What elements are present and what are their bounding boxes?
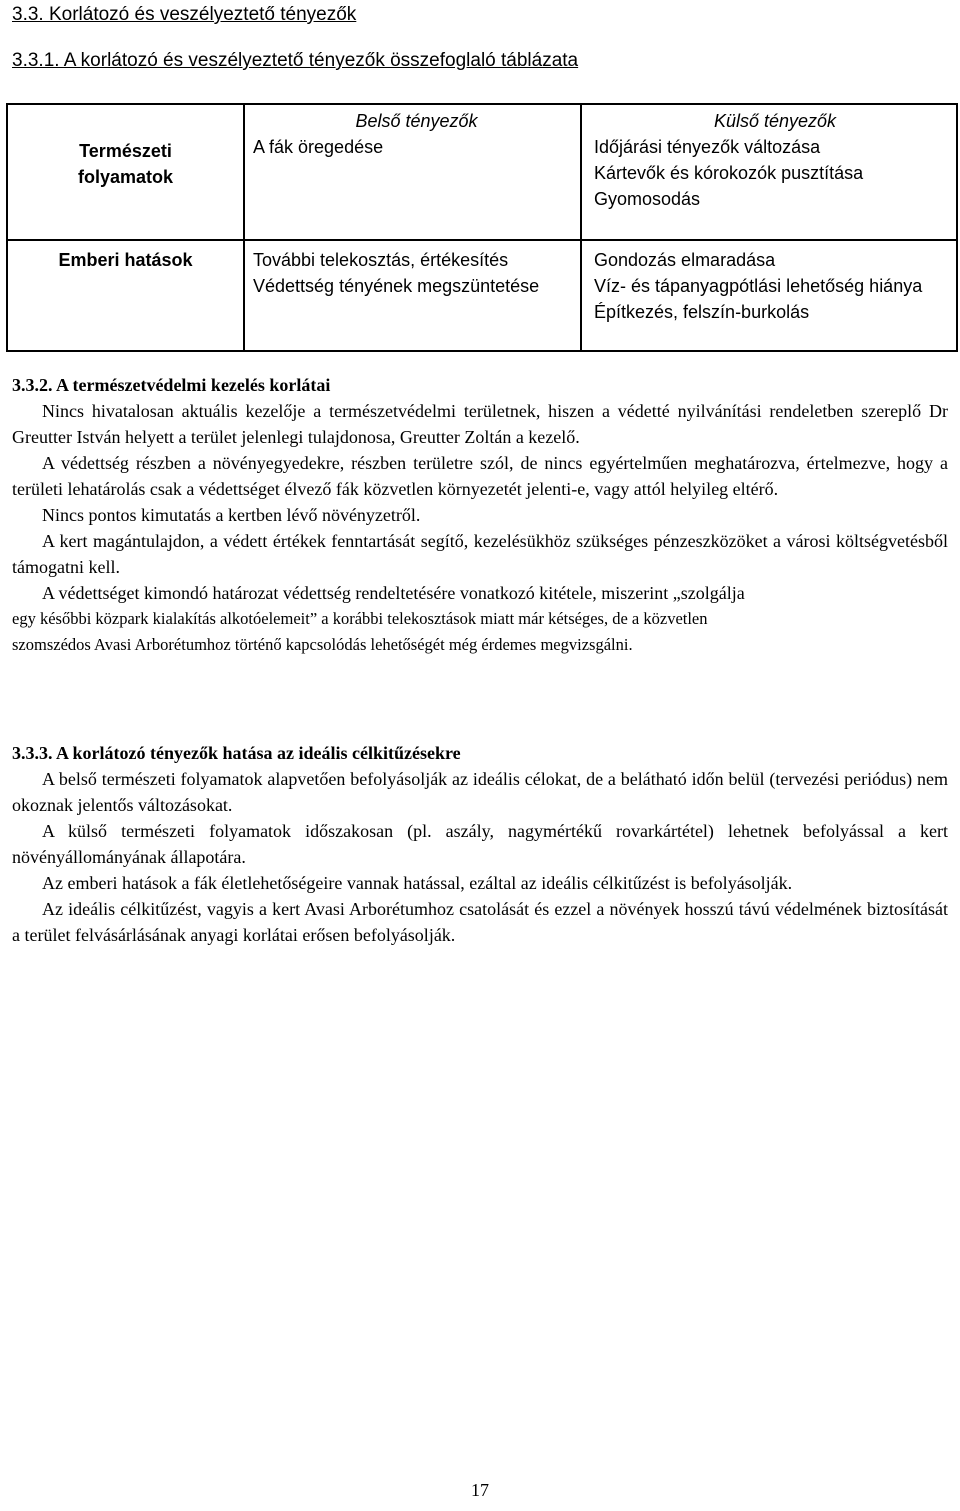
paragraph: Az emberi hatások a fák életlehetőségeire vannak hatással, ezáltal az ideális célkitűzést is befolyásolják.: [42, 873, 793, 893]
row-label-natural: [7, 104, 244, 240]
internal-cell-human: [244, 240, 581, 351]
cell-line: További telekosztás, értékesítés: [253, 250, 509, 270]
paragraph-line: egy későbbi közpark kialakítás alkotóelemeit” a korábbi telekosztások miatt már kétséges, de a közvetlen: [12, 609, 708, 628]
section-heading: 3.3. Korlátozó és veszélyeztető tényezők: [12, 4, 357, 25]
table-row-human: [7, 240, 957, 351]
summary-table: [6, 103, 958, 352]
paragraph: A védettség részben a növényegyedekre, részben területre szól, de nincs egyértelműen meghatározva, értelmezve, hogy a területi lehatárolás csak a védettséget élvező fák közvetlen környezetét jelenti-e, vagy attól helyileg eltérő.: [12, 453, 948, 499]
external-cell-human: [581, 240, 957, 351]
paragraph: Nincs pontos kimutatás a kertben lévő növényzetről.: [42, 505, 421, 525]
section-333: [12, 740, 948, 948]
cell-line: Időjárási tényezők változása: [594, 137, 821, 157]
paragraph: A külső természeti folyamatok időszakosan (pl. aszály, nagymértékű rovarkártétel) lehetnek befolyással a kert növényállományának állapotára.: [12, 821, 948, 867]
section-333-heading: 3.3.3. A korlátozó tényezők hatása az ideális célkitűzésekre: [12, 743, 461, 763]
paragraph: A belső természeti folyamatok alapvetően befolyásolják az ideális célokat, de a belátható időn belül (tervezési periódus) nem okoznak jelentős változásokat.: [12, 769, 948, 815]
row-label-human: Emberi hatások: [7, 240, 244, 351]
paragraph: Az ideális célkitűzést, vagyis a kert Avasi Arborétumhoz csatolását és ezzel a növények hosszú távú védelmének biztosítását a terület felvásárlásának anyagi korlátai erősen befolyásolják.: [12, 899, 948, 945]
subsection-heading: 3.3.1. A korlátozó és veszélyeztető tényezők összefoglaló táblázata: [12, 50, 579, 71]
cell-line: Gyomosodás: [594, 189, 701, 209]
cell-line: Kártevők és kórokozók pusztítása: [594, 163, 864, 183]
cell-line: Víz- és tápanyagpótlási lehetőség hiánya: [594, 276, 923, 296]
section-332-heading: 3.3.2. A természetvédelmi kezelés korlátai: [12, 375, 331, 395]
row-label-line: folyamatok: [77, 167, 174, 187]
header-external: Külső tényezők: [713, 111, 837, 131]
table-row-natural: [7, 104, 957, 240]
cell-line: A fák öregedése: [253, 137, 384, 157]
paragraph: A védettséget kimondó határozat védettség rendeltetésére vonatkozó kitétele, miszerint „szolgálja: [42, 583, 745, 603]
cell-line: Gondozás elmaradása: [594, 250, 776, 270]
internal-cell-natural: [244, 104, 581, 240]
paragraph: A kert magántulajdon, a védett értékek fenntartását segítő, kezelésükhöz szükséges pénzeszközöket a városi költségvetésből támogatni kell.: [12, 531, 948, 577]
section-332: [12, 372, 948, 658]
cell-line: Védettség tényének megszüntetése: [253, 276, 540, 296]
paragraph: Nincs hivatalosan aktuális kezelője a természetvédelmi területnek, hiszen a védetté nyilvánítási rendeletben szereplő Dr Greutter István helyett a terület jelenlegi tulajdonosa, Greutter Zoltán a kezelő.: [12, 401, 948, 447]
cell-line: Építkezés, felszín-burkolás: [594, 302, 810, 322]
header-internal: Belső tényezők: [355, 111, 478, 131]
paragraph-line: szomszédos Avasi Arborétumhoz történő kapcsolódás lehetőségét még érdemes megvizsgálni.: [12, 635, 633, 654]
page-number: 17: [471, 1480, 489, 1500]
row-label-line: Természeti: [79, 141, 172, 161]
external-cell-natural: [581, 104, 957, 240]
